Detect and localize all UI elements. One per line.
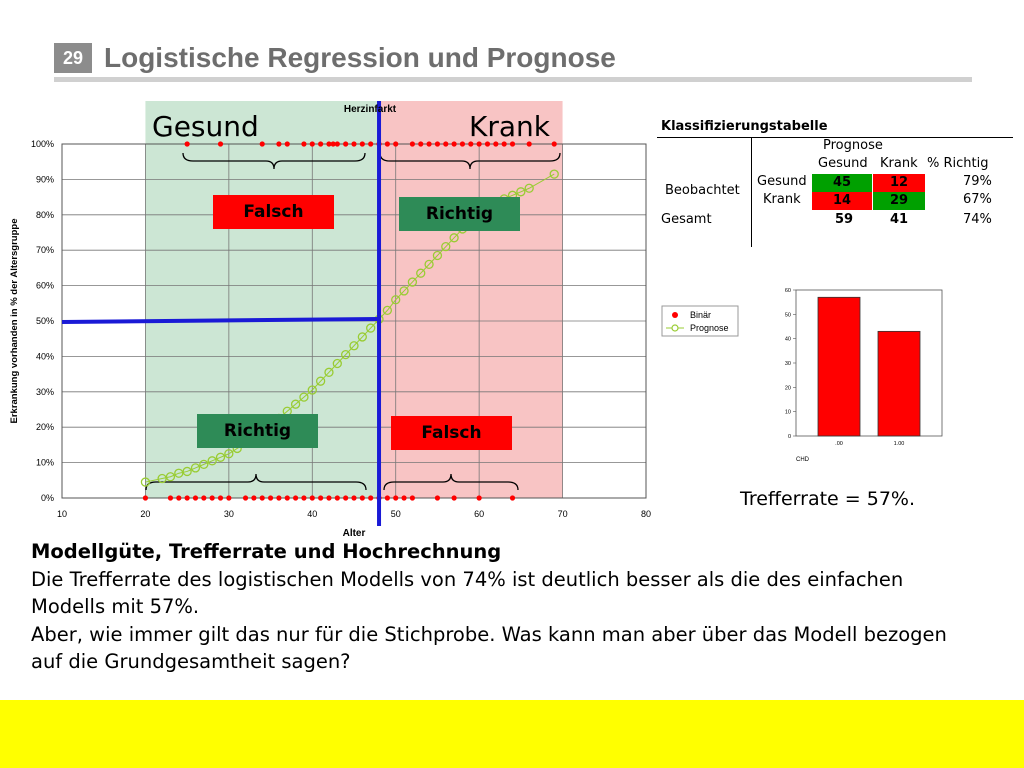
annotation-falsch-top: Falsch [213, 195, 334, 229]
chd-bar-chart [760, 280, 960, 470]
legend-marker-prognose [672, 325, 678, 331]
binaer-point [251, 495, 256, 500]
binaer-point [285, 495, 290, 500]
y-tick-label: 30% [35, 386, 54, 397]
table-col-gesund: Gesund [818, 156, 868, 171]
binaer-point [143, 495, 148, 500]
bar-x-axis-label: CHD [796, 457, 809, 463]
y-tick-label: 20% [35, 422, 54, 433]
table-total-gesund: 59 [835, 212, 854, 227]
x-tick-label: 60 [474, 509, 485, 519]
bar-y-tick-label: 10 [784, 409, 791, 416]
bar-mark [818, 297, 860, 436]
binaer-point [393, 495, 398, 500]
binaer-point [401, 495, 406, 500]
y-tick-label: 50% [35, 316, 54, 326]
table-cell-krank-krank: 29 [873, 192, 925, 210]
legend-label-binaer: Binär [690, 310, 712, 320]
y-tick-label: 0% [40, 493, 54, 503]
table-cell-krank-gesund: 14 [812, 192, 872, 210]
table-header-group: Prognose [823, 138, 883, 153]
table-row-label-gesund: Gesund [757, 174, 807, 189]
binaer-point [385, 141, 390, 146]
footer-band [0, 700, 1024, 768]
table-cell-gesund-pct: 79% [963, 174, 992, 189]
body-heading: Modellgüte, Trefferrate und Hochrechnung [31, 540, 502, 563]
binaer-point [293, 495, 298, 500]
table-col-pct: % Richtig [927, 156, 989, 171]
table-vline [751, 137, 752, 247]
x-tick-label: 80 [640, 509, 652, 519]
legend-box [660, 304, 740, 338]
binaer-point [435, 495, 440, 500]
binaer-point [410, 495, 415, 500]
x-tick-label: 20 [140, 509, 151, 519]
binaer-point [351, 495, 356, 500]
binaer-point [410, 141, 415, 146]
table-row-group: Beobachtet [665, 183, 740, 198]
y-tick-label: 70% [35, 245, 54, 256]
binaer-point [452, 141, 457, 146]
hit-rate-text: Trefferrate = 57%. [740, 488, 916, 510]
binaer-point [260, 141, 265, 146]
binaer-point [326, 495, 331, 500]
table-total-krank: 41 [890, 212, 909, 227]
table-cell-gesund-gesund: 45 [812, 174, 872, 192]
y-tick-label: 100% [30, 139, 54, 149]
binaer-point [351, 141, 356, 146]
table-total-pct: 74% [963, 212, 992, 227]
binaer-point [368, 495, 373, 500]
binaer-point [168, 495, 173, 500]
annotation-falsch-bottom: Falsch [391, 416, 512, 450]
x-tick-label: 40 [307, 509, 318, 519]
body-paragraph-2: Aber, wie immer gilt das nur für die Stichprobe. Was kann man aber über das Modell bezogen auf die Grundgesamtheit sagen? [31, 622, 947, 673]
slide-number: 29 [54, 43, 92, 73]
binaer-point [360, 495, 365, 500]
binaer-point [335, 141, 340, 146]
title-divider [54, 77, 972, 82]
binaer-point [443, 141, 448, 146]
y-axis-label: Erkrankung vorhanden in % der Altersgruppe [9, 218, 20, 424]
body-paragraph-1: Die Trefferrate des logistischen Modells von 74% ist deutlich besser als die des einfachen Modells mit 57%. [31, 567, 904, 618]
binaer-point [552, 141, 557, 146]
binaer-point [418, 141, 423, 146]
body-text [31, 538, 981, 676]
region-label-gesund: Gesund [152, 110, 259, 143]
annotation-richtig-top: Richtig [399, 197, 520, 231]
table-total-label: Gesamt [661, 212, 712, 227]
binaer-point [393, 141, 398, 146]
bar-y-tick-label: 20 [784, 385, 791, 392]
x-tick-label: 70 [557, 509, 568, 519]
legend-label-prognose: Prognose [690, 323, 729, 333]
slide-title: Logistische Regression und Prognose [104, 42, 616, 73]
table-row-label-krank: Krank [763, 192, 801, 207]
binaer-point [460, 141, 465, 146]
binaer-point [260, 495, 265, 500]
binaer-point [318, 495, 323, 500]
binaer-point [343, 495, 348, 500]
binaer-point [301, 141, 306, 146]
binaer-point [318, 141, 323, 146]
binaer-point [285, 141, 290, 146]
bar-y-tick-label: 30 [784, 361, 791, 367]
binaer-point [435, 141, 440, 146]
bar-y-tick-label: 0 [787, 434, 791, 440]
table-col-krank: Krank [880, 156, 918, 171]
x-tick-label: 10 [56, 509, 68, 519]
binaer-point [176, 495, 181, 500]
binaer-point [201, 495, 206, 500]
binaer-point [185, 495, 190, 500]
binaer-point [452, 495, 457, 500]
y-tick-label: 90% [35, 174, 54, 185]
bar-x-tick-label: 1.00 [893, 441, 905, 447]
binaer-point [510, 495, 515, 500]
binaer-point [310, 495, 315, 500]
binaer-point [243, 495, 248, 500]
binaer-point [226, 495, 231, 500]
table-title: Klassifizierungstabelle [661, 119, 828, 134]
bar-mark [878, 331, 920, 436]
table-cell-gesund-krank: 12 [873, 174, 925, 192]
y-tick-label: 40% [35, 351, 54, 362]
table-cell-krank-pct: 67% [963, 192, 992, 207]
binaer-point [343, 141, 348, 146]
classification-table [655, 115, 1015, 255]
region-label-krank: Krank [469, 110, 550, 143]
binaer-point [385, 495, 390, 500]
binaer-point [477, 495, 482, 500]
binaer-point [301, 495, 306, 500]
bar-y-tick-label: 50 [784, 312, 791, 319]
x-axis-label: Alter [342, 528, 366, 539]
binaer-point [276, 141, 281, 146]
binaer-point [276, 495, 281, 500]
annotation-richtig-bottom: Richtig [197, 414, 318, 448]
logistic-chart [0, 90, 660, 550]
bar-y-tick-label: 60 [784, 288, 791, 294]
binaer-point [268, 495, 273, 500]
y-tick-label: 10% [35, 457, 54, 468]
binaer-point [310, 141, 315, 146]
binaer-point [193, 495, 198, 500]
binaer-point [218, 495, 223, 500]
binaer-point [368, 141, 373, 146]
y-tick-label: 60% [35, 280, 54, 291]
y-tick-label: 80% [35, 209, 54, 220]
x-tick-label: 50 [390, 509, 401, 519]
bar-y-tick-label: 40 [784, 336, 791, 343]
bar-x-tick-label: .00 [835, 441, 843, 447]
binaer-point [360, 141, 365, 146]
x-tick-label: 30 [223, 509, 234, 519]
binaer-point [210, 495, 215, 500]
legend-marker-binaer [672, 312, 678, 318]
chart-title: Herzinfarkt [343, 104, 397, 115]
binaer-point [426, 141, 431, 146]
binaer-point [335, 495, 340, 500]
